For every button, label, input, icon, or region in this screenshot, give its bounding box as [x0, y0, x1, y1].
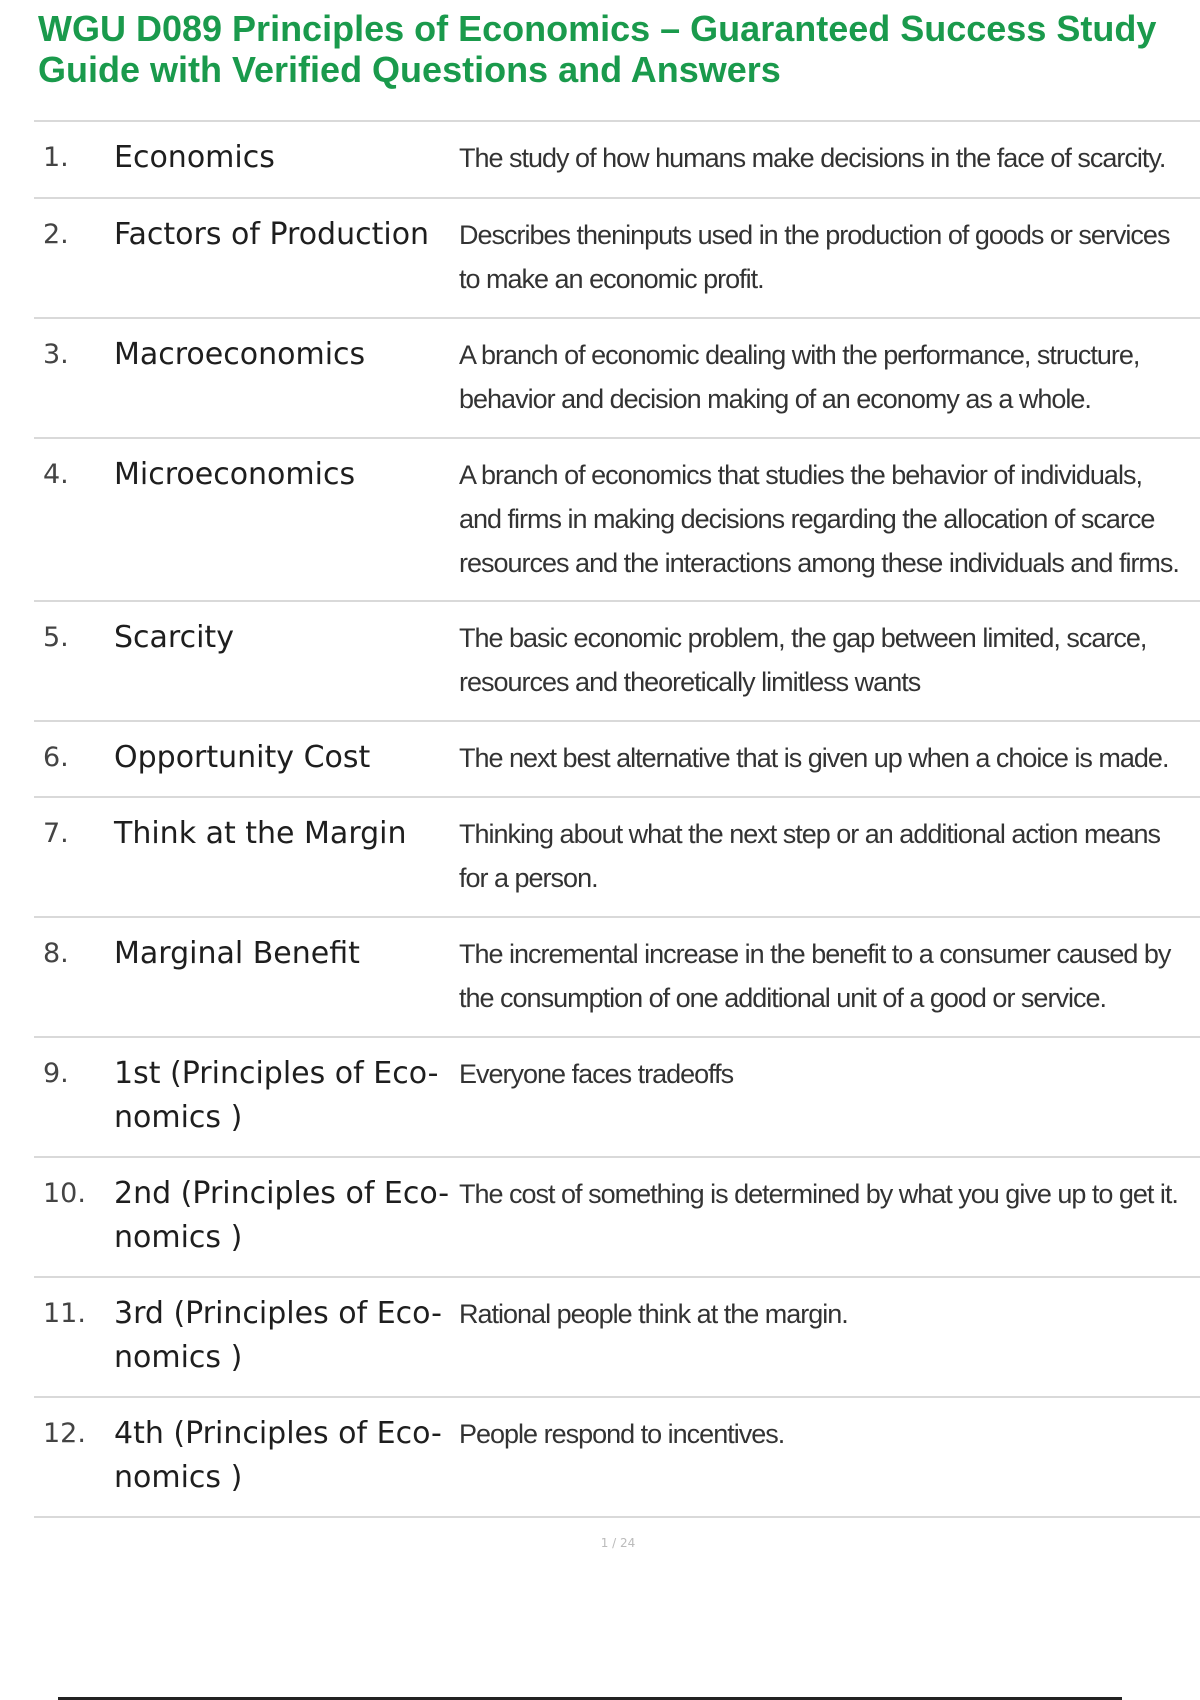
- row-term: Scarcity: [114, 620, 234, 655]
- table-row: [34, 319, 1200, 439]
- row-term: Marginal Benefit: [114, 936, 360, 971]
- row-number: 1.: [43, 142, 69, 173]
- table-row: [34, 1038, 1200, 1158]
- row-definition: Describes theninputs used in the production of goods or services to make an economic profit.: [459, 220, 1170, 294]
- row-number: 3.: [43, 339, 69, 370]
- row-term: Economics: [114, 140, 275, 175]
- row-term: 1st (Principles of Eco- nomics ): [114, 1056, 439, 1135]
- row-definition: The next best alternative that is given up when a choice is made.: [459, 743, 1169, 773]
- document-title: WGU D089 Principles of Economics – Guaranteed Success Study Guide with Verified Questions and Answers: [38, 8, 1157, 90]
- row-definition: The basic economic problem, the gap between limited, scarce, resources and theoretically limitless wants: [459, 623, 1147, 697]
- row-term: Macroeconomics: [114, 337, 366, 372]
- row-number: 11.: [43, 1298, 86, 1329]
- table-row: [34, 1278, 1200, 1398]
- row-term: 2nd (Principles of Eco- nomics ): [114, 1176, 450, 1255]
- row-number: 8.: [43, 938, 69, 969]
- row-number: 12.: [43, 1418, 86, 1449]
- row-definition: Thinking about what the next step or an additional action means for a person.: [459, 819, 1160, 893]
- row-number: 4.: [43, 459, 69, 490]
- row-definition: Rational people think at the margin.: [459, 1299, 848, 1329]
- row-term: Factors of Production: [114, 217, 430, 252]
- row-term: 3rd (Principles of Eco- nomics ): [114, 1296, 442, 1375]
- row-number: 9.: [43, 1058, 69, 1089]
- table-row: [34, 439, 1200, 602]
- table-row: [34, 199, 1200, 319]
- row-number: 2.: [43, 219, 69, 250]
- row-definition: The cost of something is determined by what you give up to get it.: [459, 1179, 1178, 1209]
- row-definition: The study of how humans make decisions in the face of scarcity.: [459, 143, 1166, 173]
- row-number: 7.: [43, 818, 69, 849]
- row-definition: A branch of economic dealing with the performance, structure, behavior and decision making of an economy as a whole.: [459, 340, 1140, 414]
- row-term: 4th (Principles of Eco- nomics ): [114, 1416, 442, 1495]
- row-definition: A branch of economics that studies the behavior of individuals, and firms in making decisions regarding the allocation of scarce resources and the interactions among these individuals and firms.: [459, 460, 1179, 578]
- page-number: 1 / 24: [600, 1536, 636, 1550]
- table-row: [34, 798, 1200, 918]
- row-definition: The incremental increase in the benefit to a consumer caused by the consumption of one additional unit of a good or service.: [459, 939, 1171, 1013]
- row-number: 6.: [43, 742, 69, 773]
- row-definition: People respond to incentives.: [459, 1419, 785, 1449]
- row-number: 5.: [43, 622, 69, 653]
- row-term: Opportunity Cost: [114, 740, 371, 775]
- row-term: Think at the Margin: [114, 816, 407, 851]
- table-row: [34, 918, 1200, 1038]
- row-term: Microeconomics: [114, 457, 356, 492]
- row-number: 10.: [43, 1178, 86, 1209]
- table-row: [34, 1158, 1200, 1278]
- table-row: [34, 602, 1200, 722]
- table-row: [34, 722, 1200, 798]
- table-row: [34, 1398, 1200, 1518]
- row-definition: Everyone faces tradeoffs: [459, 1059, 734, 1089]
- flashcard-table: [34, 120, 1200, 1518]
- table-row: [34, 122, 1200, 199]
